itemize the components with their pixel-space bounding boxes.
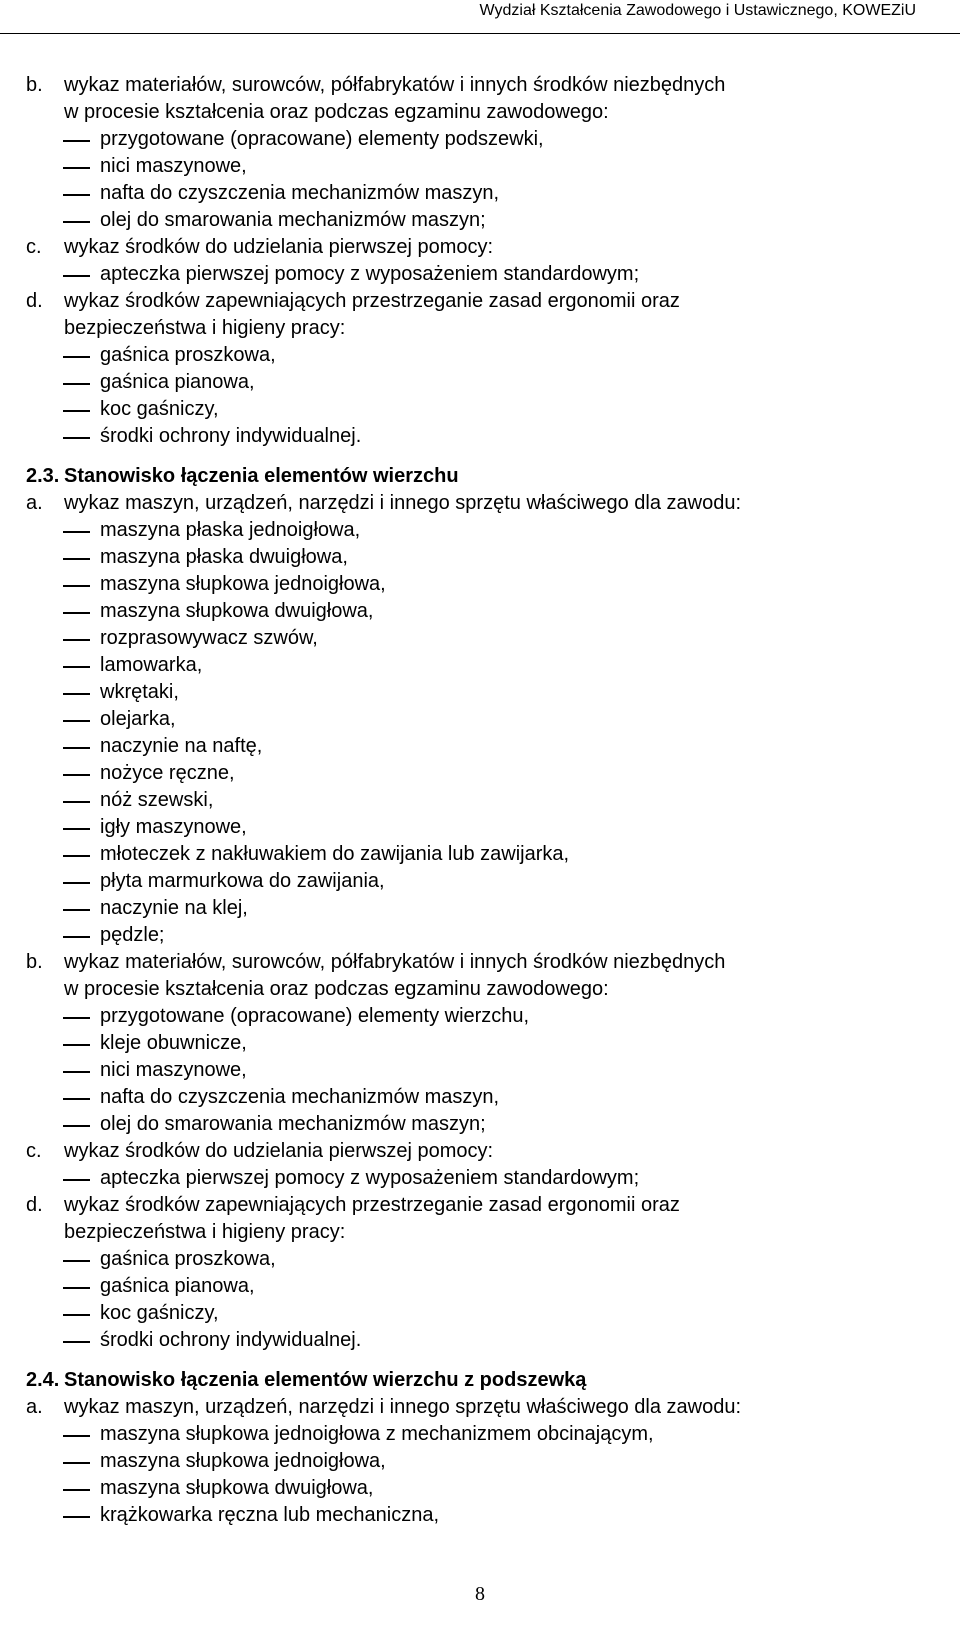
bullet-text: koc gaśniczy, — [100, 398, 219, 420]
dash-bullet — [63, 828, 90, 830]
bullet-item — [26, 1084, 936, 1111]
list-item-continuation — [26, 315, 936, 342]
bullet-item — [26, 1448, 936, 1475]
bullet-text: maszyna płaska jednoigłowa, — [100, 519, 361, 541]
list-marker: c. — [26, 1140, 42, 1162]
bullet-text: nafta do czyszczenia mechanizmów maszyn, — [100, 1086, 500, 1108]
list-marker: a. — [26, 1396, 43, 1418]
list-marker: b. — [26, 951, 43, 973]
page-header — [0, 0, 960, 34]
dash-bullet — [63, 1071, 90, 1073]
bullet-item — [26, 625, 936, 652]
dash-bullet — [63, 612, 90, 614]
dash-bullet — [63, 1260, 90, 1262]
bullet-item — [26, 1300, 936, 1327]
bullet-text: naczynie na naftę, — [100, 735, 263, 757]
bullet-text: maszyna słupkowa jednoigłowa, — [100, 573, 386, 595]
bullet-text: olej do smarowania mechanizmów maszyn; — [100, 209, 486, 231]
bullet-item — [26, 1502, 936, 1529]
dash-bullet — [63, 1125, 90, 1127]
list-item-c — [26, 234, 936, 261]
page-number: 8 — [475, 1583, 485, 1605]
bullet-item — [26, 517, 936, 544]
dash-bullet — [63, 221, 90, 223]
dash-bullet — [63, 1044, 90, 1046]
bullet-item — [26, 342, 936, 369]
bullet-text: wkrętaki, — [100, 681, 179, 703]
bullet-text: nici maszynowe, — [100, 155, 247, 177]
bullet-text: gaśnica pianowa, — [100, 1275, 255, 1297]
bullet-item — [26, 787, 936, 814]
dash-bullet — [63, 855, 90, 857]
list-item-text: wykaz materiałów, surowców, półfabrykatów i innych środków niezbędnych — [64, 951, 726, 973]
bullet-item — [26, 706, 936, 733]
bullet-item — [26, 571, 936, 598]
bullet-text: środki ochrony indywidualnej. — [100, 425, 362, 447]
dash-bullet — [63, 585, 90, 587]
bullet-item — [26, 126, 936, 153]
list-item-b — [26, 72, 936, 99]
dash-bullet — [63, 1314, 90, 1316]
bullet-text: nici maszynowe, — [100, 1059, 247, 1081]
list-item-continuation — [26, 1219, 936, 1246]
bullet-item — [26, 1030, 936, 1057]
spacer — [26, 1354, 936, 1367]
bullet-text: kleje obuwnicze, — [100, 1032, 247, 1054]
list-item-d — [26, 1192, 936, 1219]
list-item-continuation — [26, 99, 936, 126]
dash-bullet — [63, 936, 90, 938]
bullet-text: nóż szewski, — [100, 789, 214, 811]
bullet-item — [26, 760, 936, 787]
list-marker: a. — [26, 492, 43, 514]
dash-bullet — [63, 1017, 90, 1019]
list-marker: c. — [26, 236, 42, 258]
list-item-text: bezpieczeństwa i higieny pracy: — [64, 1221, 346, 1243]
list-item-text: wykaz środków do udzielania pierwszej pomocy: — [64, 1140, 494, 1162]
list-item-text: wykaz środków zapewniających przestrzeganie zasad ergonomii oraz — [64, 1194, 680, 1216]
section-title: Stanowisko łączenia elementów wierzchu z podszewką — [64, 1369, 587, 1391]
bullet-text: przygotowane (opracowane) elementy wierzchu, — [100, 1005, 530, 1027]
bullet-text: nafta do czyszczenia mechanizmów maszyn, — [100, 182, 500, 204]
bullet-text: olej do smarowania mechanizmów maszyn; — [100, 1113, 486, 1135]
bullet-item — [26, 1057, 936, 1084]
list-item-text: wykaz maszyn, urządzeń, narzędzi i innego sprzętu właściwego dla zawodu: — [64, 492, 742, 514]
section-number: 2.3. — [26, 465, 60, 487]
bullet-text: młoteczek z nakłuwakiem do zawijania lub zawijarka, — [100, 843, 570, 865]
list-item-text: wykaz maszyn, urządzeń, narzędzi i innego sprzętu właściwego dla zawodu: — [64, 1396, 742, 1418]
dash-bullet — [63, 1287, 90, 1289]
list-item-a — [26, 490, 936, 517]
dash-bullet — [63, 774, 90, 776]
spacer — [26, 450, 936, 463]
bullet-text: naczynie na klej, — [100, 897, 248, 919]
dash-bullet — [63, 747, 90, 749]
bullet-item — [26, 261, 936, 288]
bullet-item — [26, 1273, 936, 1300]
bullet-item — [26, 1421, 936, 1448]
bullet-item — [26, 423, 936, 450]
bullet-text: gaśnica pianowa, — [100, 371, 255, 393]
bullet-text: lamowarka, — [100, 654, 203, 676]
dash-bullet — [63, 801, 90, 803]
bullet-text: rozprasowywacz szwów, — [100, 627, 318, 649]
bullet-text: maszyna płaska dwuigłowa, — [100, 546, 348, 568]
dash-bullet — [63, 1341, 90, 1343]
bullet-item — [26, 922, 936, 949]
dash-bullet — [63, 383, 90, 385]
bullet-item — [26, 814, 936, 841]
dash-bullet — [63, 1462, 90, 1464]
bullet-text: krążkowarka ręczna lub mechaniczna, — [100, 1504, 440, 1526]
header-title: Wydział Kształcenia Zawodowego i Ustawicznego, KOWEZiU — [479, 2, 916, 19]
bullet-item — [26, 652, 936, 679]
list-item-text: wykaz środków zapewniających przestrzeganie zasad ergonomii oraz — [64, 290, 680, 312]
section-heading — [26, 463, 936, 490]
dash-bullet — [63, 410, 90, 412]
dash-bullet — [63, 437, 90, 439]
document-body — [26, 72, 936, 1529]
bullet-item — [26, 598, 936, 625]
dash-bullet — [63, 720, 90, 722]
list-marker: b. — [26, 74, 43, 96]
bullet-item — [26, 1165, 936, 1192]
bullet-item — [26, 396, 936, 423]
bullet-item — [26, 1327, 936, 1354]
bullet-text: koc gaśniczy, — [100, 1302, 219, 1324]
bullet-item — [26, 841, 936, 868]
bullet-text: maszyna słupkowa dwuigłowa, — [100, 600, 374, 622]
dash-bullet — [63, 1516, 90, 1518]
dash-bullet — [63, 1489, 90, 1491]
list-item-c — [26, 1138, 936, 1165]
dash-bullet — [63, 1435, 90, 1437]
list-marker: d. — [26, 1194, 43, 1216]
dash-bullet — [63, 882, 90, 884]
list-item-a — [26, 1394, 936, 1421]
bullet-text: olejarka, — [100, 708, 176, 730]
bullet-text: gaśnica proszkowa, — [100, 1248, 276, 1270]
bullet-item — [26, 180, 936, 207]
list-item-d — [26, 288, 936, 315]
bullet-text: nożyce ręczne, — [100, 762, 235, 784]
bullet-item — [26, 733, 936, 760]
bullet-item — [26, 1246, 936, 1273]
list-item-text: bezpieczeństwa i higieny pracy: — [64, 317, 346, 339]
dash-bullet — [63, 531, 90, 533]
bullet-item — [26, 895, 936, 922]
bullet-item — [26, 369, 936, 396]
dash-bullet — [63, 356, 90, 358]
list-item-text: wykaz materiałów, surowców, półfabrykatów i innych środków niezbędnych — [64, 74, 726, 96]
bullet-text: maszyna słupkowa jednoigłowa, — [100, 1450, 386, 1472]
list-item-b — [26, 949, 936, 976]
bullet-text: gaśnica proszkowa, — [100, 344, 276, 366]
bullet-item — [26, 1475, 936, 1502]
section-number: 2.4. — [26, 1369, 60, 1391]
bullet-text: środki ochrony indywidualnej. — [100, 1329, 362, 1351]
bullet-text: przygotowane (opracowane) elementy podszewki, — [100, 128, 544, 150]
bullet-text: płyta marmurkowa do zawijania, — [100, 870, 385, 892]
list-item-text: w procesie kształcenia oraz podczas egzaminu zawodowego: — [64, 978, 609, 1000]
bullet-text: maszyna słupkowa jednoigłowa z mechanizmem obcinającym, — [100, 1423, 654, 1445]
dash-bullet — [63, 693, 90, 695]
section-title: Stanowisko łączenia elementów wierzchu — [64, 465, 459, 487]
bullet-item — [26, 1111, 936, 1138]
dash-bullet — [63, 666, 90, 668]
bullet-item — [26, 207, 936, 234]
list-item-text: wykaz środków do udzielania pierwszej pomocy: — [64, 236, 494, 258]
list-item-continuation — [26, 976, 936, 1003]
dash-bullet — [63, 1179, 90, 1181]
dash-bullet — [63, 167, 90, 169]
dash-bullet — [63, 140, 90, 142]
bullet-text: igły maszynowe, — [100, 816, 247, 838]
dash-bullet — [63, 275, 90, 277]
list-item-text: w procesie kształcenia oraz podczas egzaminu zawodowego: — [64, 101, 609, 123]
section-heading — [26, 1367, 936, 1394]
bullet-item — [26, 153, 936, 180]
dash-bullet — [63, 1098, 90, 1100]
bullet-item — [26, 1003, 936, 1030]
list-marker: d. — [26, 290, 43, 312]
dash-bullet — [63, 639, 90, 641]
dash-bullet — [63, 909, 90, 911]
bullet-item — [26, 544, 936, 571]
bullet-text: apteczka pierwszej pomocy z wyposażeniem standardowym; — [100, 1167, 640, 1189]
bullet-text: apteczka pierwszej pomocy z wyposażeniem standardowym; — [100, 263, 640, 285]
bullet-item — [26, 679, 936, 706]
bullet-text: pędzle; — [100, 924, 165, 946]
dash-bullet — [63, 194, 90, 196]
bullet-text: maszyna słupkowa dwuigłowa, — [100, 1477, 374, 1499]
bullet-item — [26, 868, 936, 895]
dash-bullet — [63, 558, 90, 560]
